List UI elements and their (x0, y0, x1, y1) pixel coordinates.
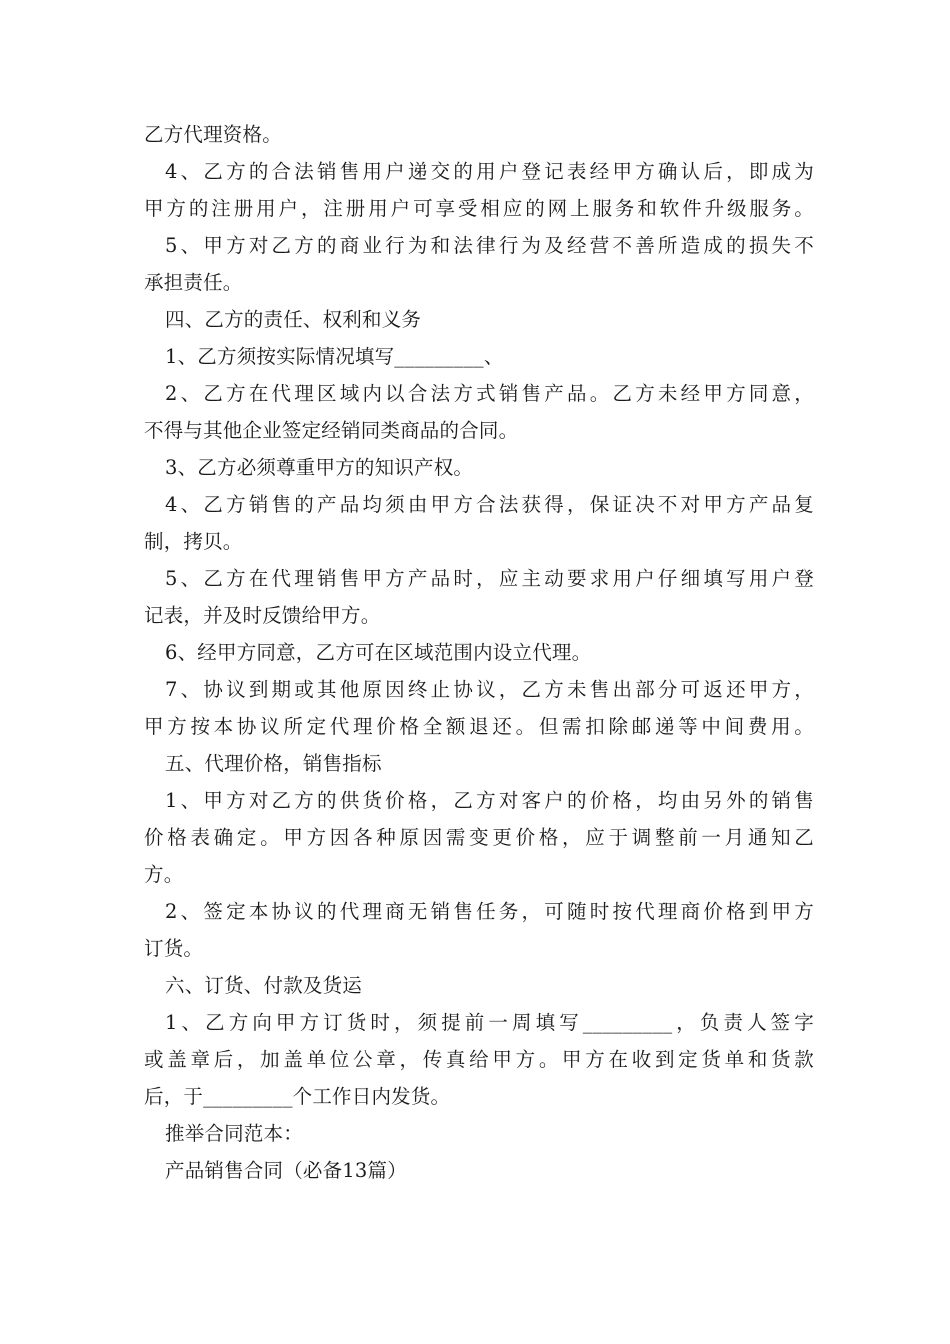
text-line: 1、乙方向甲方订货时，须提前一周填写_________，负责人签字 (165, 1011, 814, 1034)
text-line: 5、乙方在代理销售甲方产品时，应主动要求用户仔细填写用户登 (165, 567, 814, 590)
text-line: 5、甲方对乙方的商业行为和法律行为及经营不善所造成的损失不 (165, 234, 814, 257)
text-line: 推举合同范本： (165, 1122, 303, 1145)
text-line: 甲方按本协议所定代理价格全额退还。但需扣除邮递等中间费用。 (144, 715, 814, 738)
text-line: 乙方代理资格。 (144, 123, 282, 146)
text-line: 2、签定本协议的代理商无销售任务，可随时按代理商价格到甲方 (165, 900, 814, 923)
section-heading: 五、代理价格，销售指标 (165, 752, 382, 775)
text-line: 记表，并及时反馈给甲方。 (144, 604, 381, 627)
text-line: 价格表确定。甲方因各种原因需变更价格，应于调整前一月通知乙 (144, 826, 814, 849)
text-line: 1、甲方对乙方的供货价格，乙方对客户的价格，均由另外的销售 (165, 789, 814, 812)
text-line: 承担责任。 (144, 271, 243, 294)
text-line: 不得与其他企业签定经销同类商品的合同。 (144, 419, 519, 442)
text-line: 4、乙方的合法销售用户递交的用户登记表经甲方确认后，即成为 (165, 160, 814, 183)
section-heading: 六、订货、付款及货运 (165, 974, 363, 997)
text-line: 4、乙方销售的产品均须由甲方合法获得，保证决不对甲方产品复 (165, 493, 814, 516)
text-line: 产品销售合同（必备13篇） (165, 1159, 407, 1182)
section-heading: 四、乙方的责任、权利和义务 (165, 308, 422, 331)
text-line: 1、乙方须按实际情况填写_________、 (165, 345, 504, 368)
text-line: 6、经甲方同意，乙方可在区域范围内设立代理。 (165, 641, 592, 664)
text-line: 甲方的注册用户，注册用户可享受相应的网上服务和软件升级服务。 (144, 197, 814, 220)
text-line: 订货。 (144, 937, 204, 960)
text-line: 方。 (144, 863, 184, 886)
text-line: 制，拷贝。 (144, 530, 243, 553)
document-body (144, 116, 814, 1189)
text-line: 后，于_________个工作日内发货。 (144, 1085, 451, 1108)
text-line: 3、乙方必须尊重甲方的知识产权。 (165, 456, 474, 479)
text-line: 2、乙方在代理区域内以合法方式销售产品。乙方未经甲方同意， (165, 382, 814, 405)
text-line: 或盖章后，加盖单位公章，传真给甲方。甲方在收到定货单和货款 (144, 1048, 814, 1071)
text-line: 7、协议到期或其他原因终止协议，乙方未售出部分可返还甲方， (165, 678, 814, 701)
